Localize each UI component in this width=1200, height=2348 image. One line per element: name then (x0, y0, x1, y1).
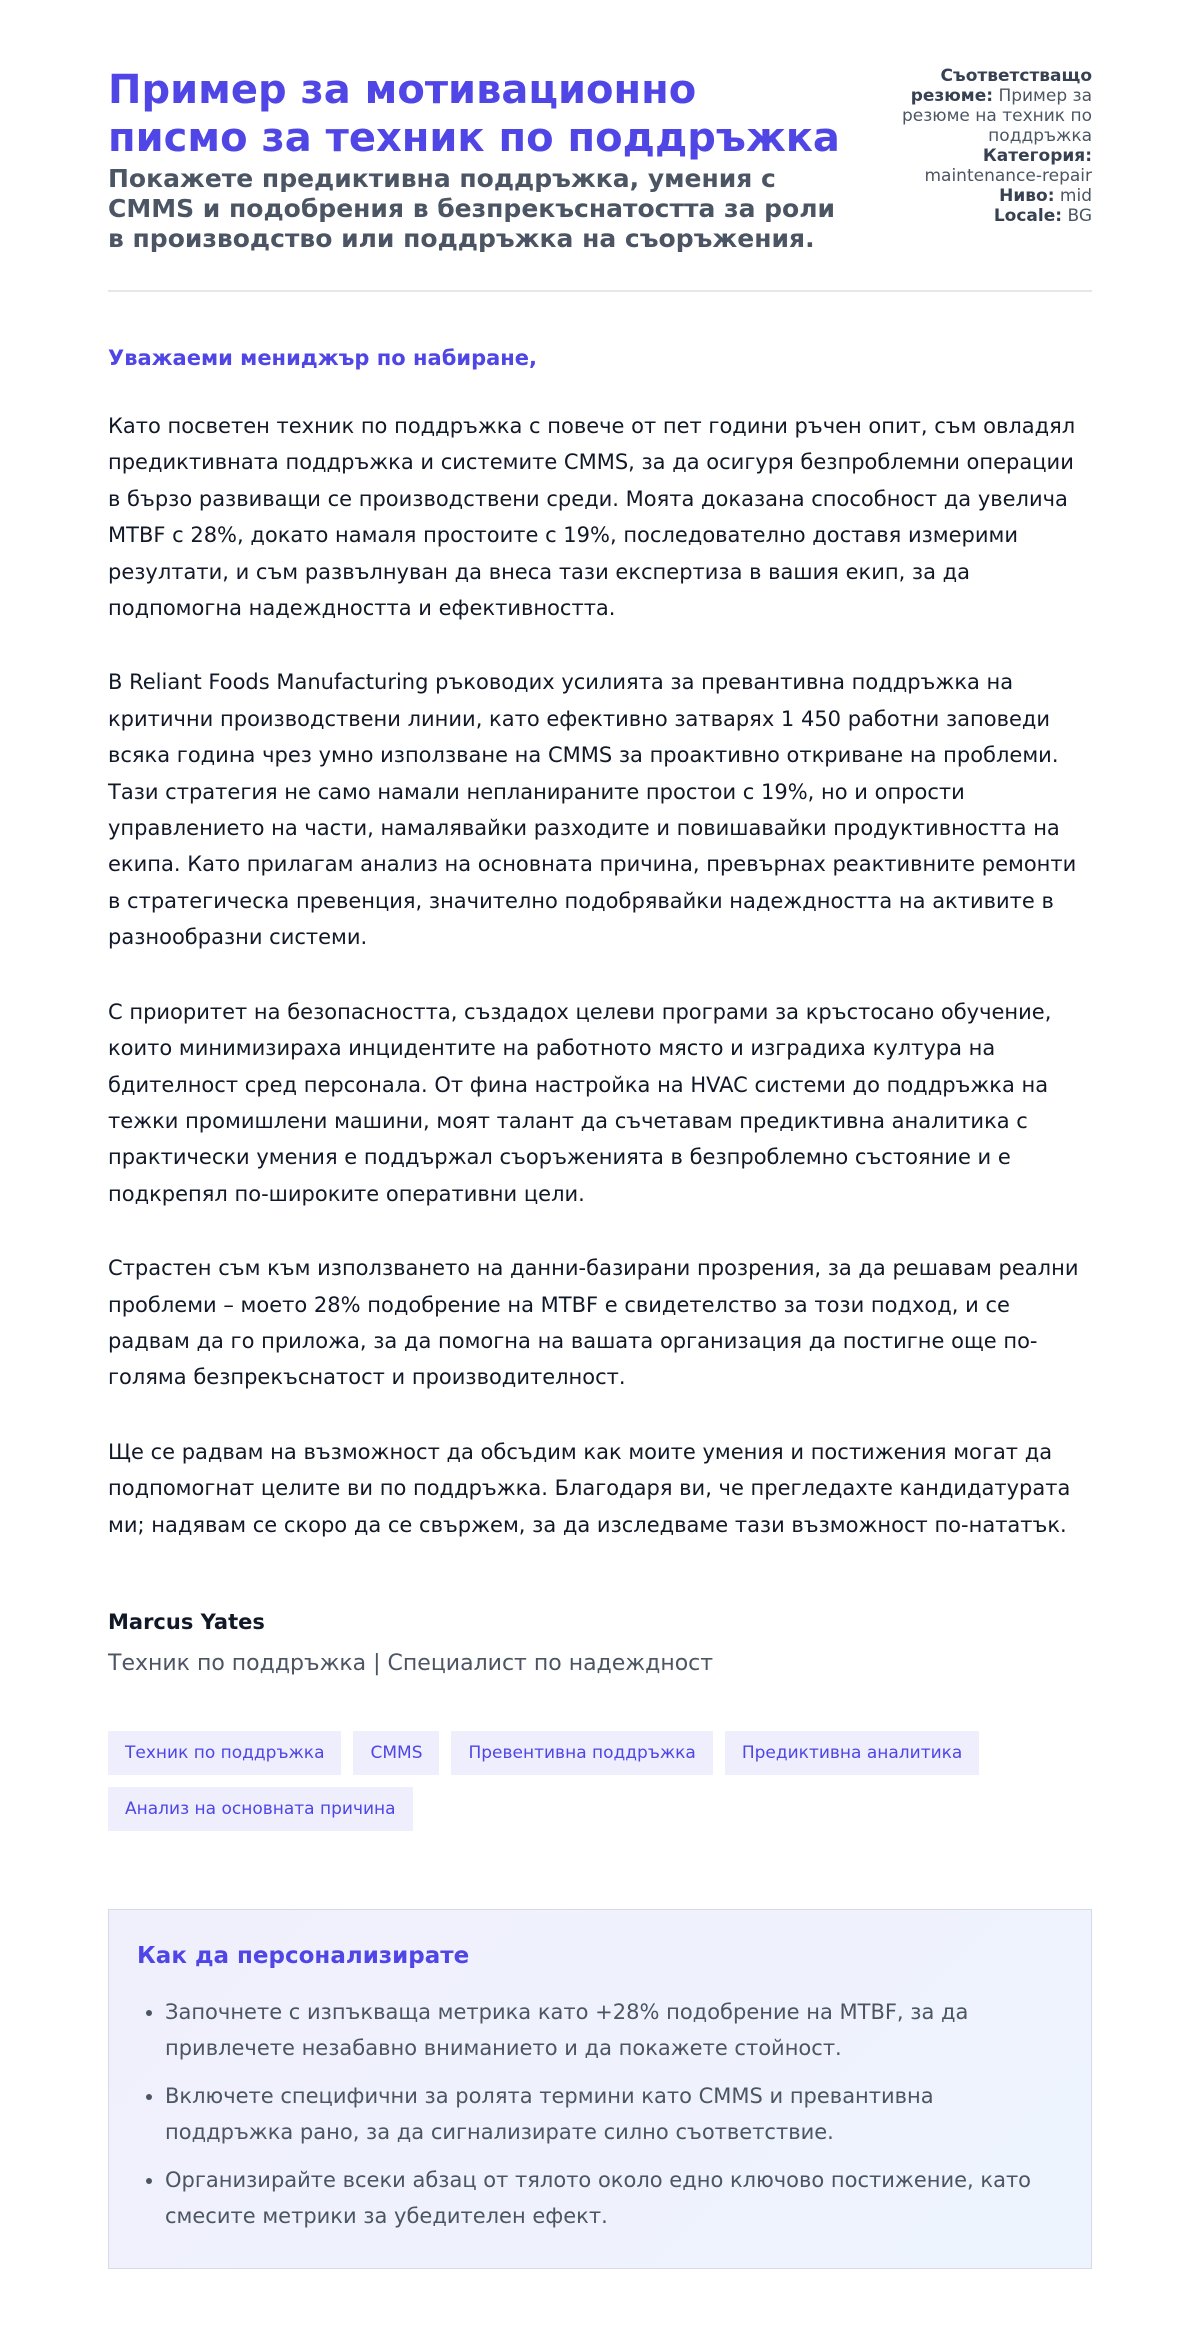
letter-body (108, 408, 1092, 1543)
meta-matching-resume (867, 66, 1092, 146)
meta-label: Съответстващо резюме: (910, 66, 1092, 106)
tip-item: • Включете специфични за ролята термини като CMMS и превантивна поддръжка рано, за да сигнализирате силно съответствие. (165, 2078, 1063, 2150)
signature-title: Техник по поддръжка | Специалист по надеждност (108, 1650, 714, 1676)
meta-label: Категория: (982, 146, 1092, 166)
tag-chip[interactable]: CMMS (353, 1731, 439, 1775)
letter-paragraph: Страстен съм към използването на данни-базирани прозрения, за да решавам реални проблеми – моето 28% подобрение на MTBF е свидетелство за този подход, и се радвам да го приложа, за да помогна на вашата организация да постигне още по-голяма безпрекъснатост и производителност. (108, 1256, 1079, 1390)
tag-chip[interactable]: Превентивна поддръжка (451, 1731, 712, 1775)
page-subtitle: Покажете предиктивна поддръжка, умения с CMMS и подобрения в безпрекъснатостта за роли в производство или поддръжка на съоръжения. (108, 164, 836, 253)
page-title: Пример за мотивационно писмо за техник по поддръжка (108, 67, 840, 161)
meta-value-link[interactable]: Пример за резюме на техник по поддръжка (902, 86, 1092, 146)
tip-item: • Започнете с изпъкваща метрика като +28% подобрение на MTBF, за да привлечете незабавно вниманието и да покажете стойност. (165, 1994, 1063, 2066)
meta-value: maintenance-repair (924, 166, 1092, 186)
letter-greeting: Уважаеми мениджър по набиране, (108, 346, 538, 370)
tag-chip[interactable]: Предиктивна аналитика (725, 1731, 980, 1775)
tip-item: • Организирайте всеки абзац от тялото около едно ключово постижение, като смесите метрики за убедителен ефект. (165, 2162, 1063, 2234)
meta-label: Locale: (993, 206, 1063, 226)
letter-paragraph: В Reliant Foods Manufacturing ръководих усилията за превантивна поддръжка на критични производствени линии, като ефективно затварях 1 450 работни заповеди всяка година чрез умно използване на CMMS за проактивно откриване на проблеми. Тази стратегия не само намали непланираните простои с 19%, но и опрости управлението на части, намалявайки разходите и повишавайки продуктивността на екипа. Като прилагам анализ на основната причина, превърнах реактивните ремонти в стратегическа превенция, значително подобрявайки надеждността на активите в разнообразни системи. (108, 670, 1077, 950)
tag-chip[interactable]: Техник по поддръжка (108, 1731, 341, 1775)
meta-value: BG (1067, 206, 1092, 226)
letter-paragraph: Ще се радвам на възможност да обсъдим как моите умения и постижения могат да подпомогнат целите ви по поддръжка. Благодаря ви, че прегледахте кандидатурата ми; надявам се скоро да се свържем, за да изследваме тази възможност по-нататък. (108, 1439, 1071, 1537)
letter-paragraph: С приоритет на безопасността, създадох целеви програми за кръстосано обучение, които минимизираха инцидентите на работното място и изградиха култура на бдителност сред персонала. От фина настройка на HVAC системи до поддръжка на тежки промишлени машини, моят талант да съчетавам предиктивна аналитика с практически умения е поддържал съоръженията в безпроблемно състояние и е подкрепял по-широките оперативни цели. (108, 999, 1052, 1206)
customization-tips (108, 1909, 1092, 2269)
title-block (108, 66, 848, 254)
meta-level (867, 186, 1092, 206)
tag-list (108, 1731, 1093, 1831)
tag-chip[interactable]: Анализ на основната причина (108, 1787, 413, 1831)
meta-category (867, 146, 1092, 186)
signature-block (108, 1607, 1092, 1679)
meta-label: Ниво: (999, 186, 1055, 206)
meta-panel (867, 66, 1092, 226)
tips-list (137, 1994, 1063, 2234)
tips-heading: Как да персонализирате (137, 1942, 470, 1969)
letter-header (108, 66, 1092, 292)
meta-locale (867, 206, 1092, 226)
meta-value: mid (1059, 186, 1092, 206)
signature-name: Marcus Yates (108, 1609, 265, 1634)
letter-paragraph: Като посветен техник по поддръжка с повече от пет години ръчен опит, съм овладял предиктивната поддръжка и системите CMMS, за да осигуря безпроблемни операции в бързо развиващи се производствени среди. Моята доказана способност да увелича MTBF с 28%, докато намаля простоите с 19%, последователно доставя измерими резултати, и съм развълнуван да внеса тази експертиза в вашия екип, за да подпомогна надеждността и ефективността. (108, 414, 1076, 621)
